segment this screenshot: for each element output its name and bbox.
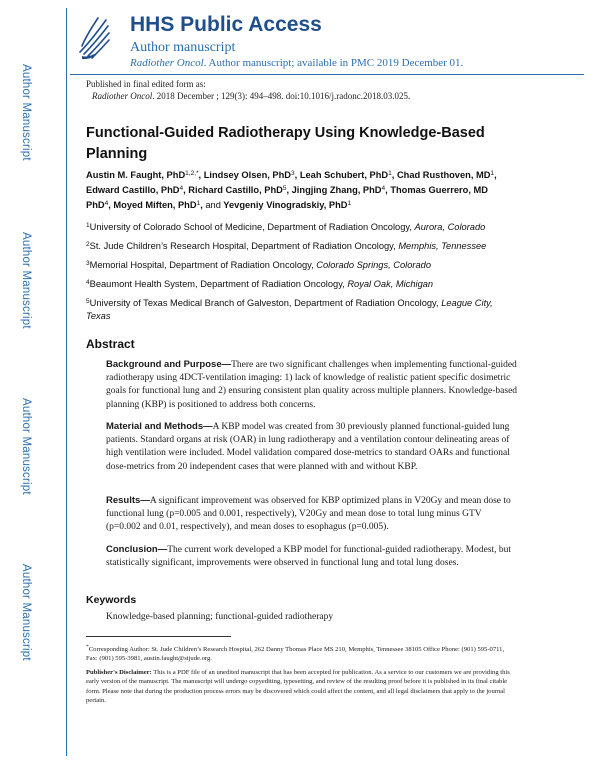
sidebar-label: Author Manuscript [20,398,32,495]
header-availability: Radiother Oncol. Author manuscript; available in PMC 2019 December 01. [130,57,464,69]
hhs-eagle-icon [76,12,112,62]
corresponding-author-note: *Corresponding Author: St. Jude Children’s Research Hospital, 262 Danny Thomas Place MS 210, Memphis, Tennessee 38105 Office Phone: (901) 595-0711, Fax: (901) 595-3981, austin.faught@stjude.org. [86,644,505,663]
sidebar-label: Author Manuscript [20,64,32,161]
keywords-heading: Keywords [86,594,137,606]
abstract-methods: Material and Methods—A KBP model was created from 30 previously planned functional-guided lung patients. Standard organs at risk (OAR) in lung radiotherapy and a ventilation contour delineating areas of high ventilation were included. Model validation compared dose-metrics to standard OARs and functional dose-metrics from 20 independent cases that were planned with and without KBP. [106,421,510,472]
header-title: HHS Public Access [130,13,322,36]
keywords-text: Knowledge-based planning; functional-guided radiotherapy [106,612,334,622]
affiliation: $^2$St. Jude Children’s Research Hospital, Department of Radiation Oncology, Memphis, Tennessee [86,241,487,251]
affiliation: $^5$University of Texas Medical Branch of Galveston, Department of Radiation Oncology, League City, Texas [86,298,493,321]
citation: Radiother Oncol. 2018 December ; 129(3): 494–498. doi:10.1016/j.radonc.2018.03.025. [92,91,411,101]
sidebar-label: Author Manuscript [20,564,32,661]
sidebar-rule [66,8,67,756]
article-title: Functional-Guided Radiotherapy Using Knowledge-Based Planning [86,125,485,162]
published-note: Published in final edited form as: [86,79,206,89]
affiliation: $^4$Beaumont Health System, Department of Radiation Oncology, Royal Oak, Michigan [86,279,434,289]
header-rule [70,74,584,75]
abstract-conclusion: Conclusion—The current work developed a KBP model for functional-guided radiotherapy. Modest, but statistically significant, improvements were observed in functional lung and total lung doses. [106,544,512,569]
footnote-rule [86,636,231,637]
affiliation: $^1$University of Colorado School of Medicine, Department of Radiation Oncology, Aurora, Colorado [86,222,486,232]
abstract-heading: Abstract [86,337,135,351]
abstract-results: Results—A significant improvement was observed for KBP optimized plans in V20Gy and mean dose to functional lung (p=0.005 and 0.001, respectively), V20Gy and mean dose to total lung minus GTV (p=0.002 and 0.01, respectively), and mean doses to esophagus (p=0.005). [106,495,511,533]
abstract-background: Background and Purpose—There are two significant challenges when implementing functional-guided radiotherapy using 4DCT-ventilation imaging: 1) lack of knowledge of realistic patient specific dosimetric goals for functional lung and 2) ensuring consistent plan quality across multiple planners. Knowledge-based planning (KBP) is positioned to address both concerns. [106,359,518,410]
publisher-disclaimer: Publisher's Disclaimer: This is a PDF file of an unedited manuscript that has been accepted for publication. As a service to our customers we are providing this early version of the manuscript. The manuscript will undergo copyediting, typesetting, and review of the resulting proof before it is published in its final citable form. Please note that during the production process errors may be discovered which could affect the content, and all legal disclaimers that apply to the journal pertain. [86,669,510,704]
header-subtitle: Author manuscript [130,40,236,55]
sidebar-label: Author Manuscript [20,232,32,329]
affiliation: $^3$Memorial Hospital, Department of Radiation Oncology, Colorado Springs, Colorado [86,260,432,270]
author-list: Austin M. Faught, PhD$^{1,2,*}$, Lindsey Olsen, PhD$^3$, Leah Schubert, PhD$^1$, Chad Rusthoven, $MD^1$, Edward Castillo, PhD$^4$, Richard Castillo, PhD$^5$, Jingjing Zhang, PhD$^4$, Thomas Guerrero, MD PhD$^4$, Moyed Miften, PhD$^1$, and Yevgeniy Vinogradskiy, PhD$^1$ [86,170,497,210]
